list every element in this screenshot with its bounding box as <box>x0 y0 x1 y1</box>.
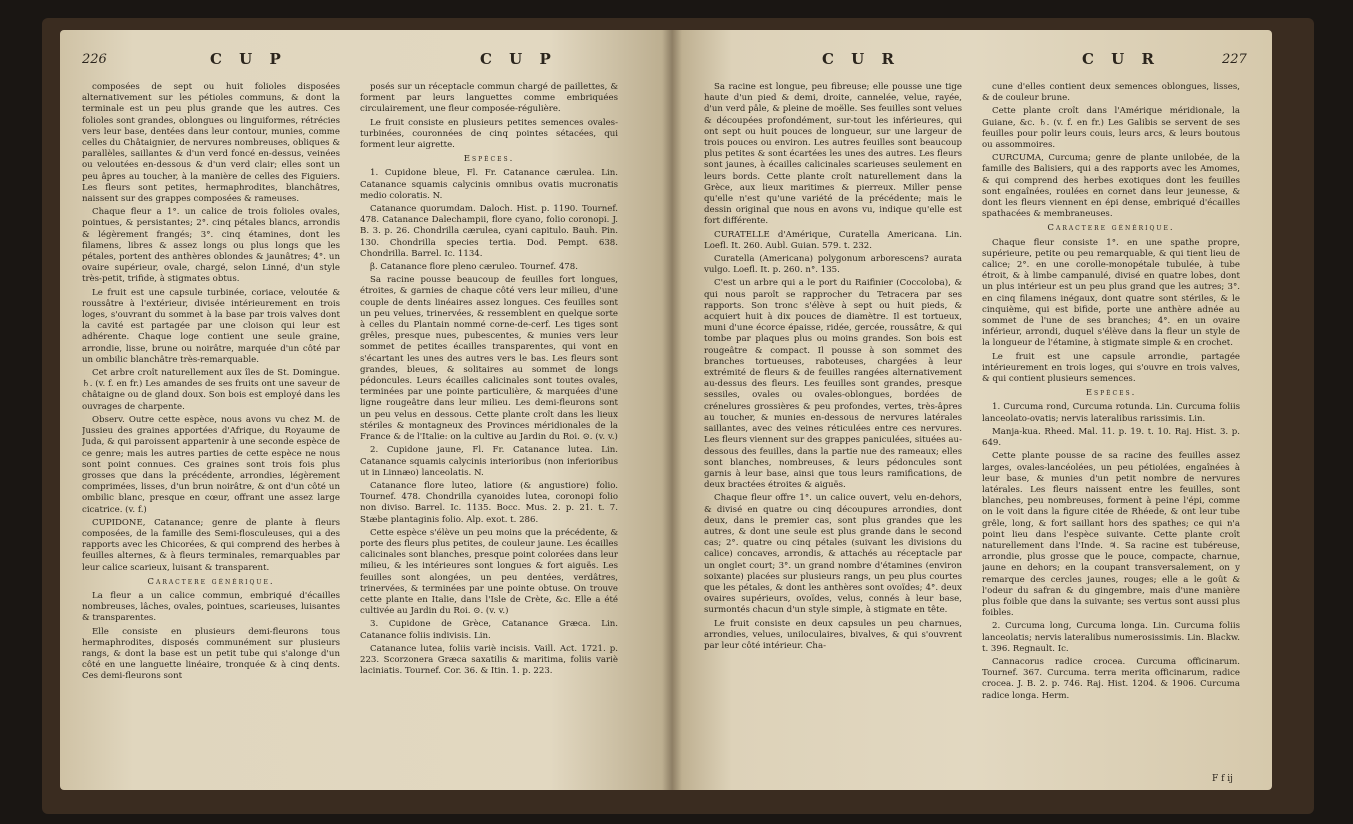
running-head-right-b: C U R <box>1082 50 1160 68</box>
paragraph: 3. Cupidone de Grèce, Catanance Græca. Lin. Catanance foliis indivisis. Lin. <box>360 619 618 641</box>
section-caption: Caractere générique. <box>147 576 275 587</box>
section-caption: Espèces. <box>463 154 515 165</box>
paragraph: β. Catanance flore pleno cæruleo. Tournef. 478. <box>370 262 578 273</box>
paragraph: Cette plante croît dans l'Amérique méridionale, la Guiane, &c. ♄. (v. f. en fr.) Les Galibis se servent de ses feuilles pour polir leurs couis, leurs arcs, & leurs boutous ou assommoires. <box>982 106 1240 151</box>
paragraph: La fleur a un calice commun, embriqué d'écailles nombreuses, lâches, ovales, pointues, scarieuses, luisantes & transparentes. <box>82 590 340 624</box>
running-head-left-b: C U P <box>480 50 557 68</box>
signature-mark: F f ij <box>1212 774 1233 784</box>
paragraph: Sa racine pousse beaucoup de feuilles fort longues, étroites, & garnies de chaque côté vers leur milieu, d'une couple de dents linéaires assez longues. Ces feuilles sont un peu velues, trinervées, & ressemblent en quelque sorte à celles du Plantain nommé corne-de-cerf. Les tiges sont grêles, presque nues, pubescentes, & munies vers leur sommet de petites écailles transparentes, qui vont en s'écartant les unes des autres vers le bas. Les fleurs sont grandes, bleues, & solitaires au sommet de longs pédoncules. Leurs écailles calicinales sont toutes ovales, terminées par une pointe particulière, & marquées d'une ligne rougeâtre dans leur milieu. Les demi-fleurons sont un peu velus en dessous. Cette plante croît dans les lieux stériles & montagneux des Provinces méridionales de la France & de l'Italie: on la cultive au Jardin du Roi. ⊙. (v. v.) <box>360 275 618 443</box>
right-column-1 <box>704 82 962 772</box>
left-page <box>60 30 672 790</box>
page-number-right: 227 <box>1222 52 1247 67</box>
left-column-1 <box>82 82 340 772</box>
paragraph: Elle consiste en plusieurs demi-fleurons tous hermaphrodites, disposés communément sur plusieurs rangs, & dont la base est un petit tube qui s'alonge d'un côté en une languette linéaire, tronquée & à cinq dents. Ces demi-fleurons sont <box>82 626 340 682</box>
paragraph: Manja-kua. Rheed. Mal. 11. p. 19. t. 10. Raj. Hist. 3. p. 649. <box>982 426 1240 449</box>
paragraph: 1. Cupidone bleue, Fl. Fr. Catanance cærulea. Lin. Catanance squamis calycinis omnibus ovatis mucronatis medio coloratis. N. <box>360 168 618 201</box>
paragraph: 2. Cupidone jaune, Fl. Fr. Catanance lutea. Lin. Catanance squamis calycinis interioribus (non inferioribus ut in Linnæo) lanceolatis. N. <box>360 445 618 478</box>
paragraph: Catanance quorumdam. Daloch. Hist. p. 1190. Tournef. 478. Catanance Dalechampii, flore cyano, folio coronopi. J. B. 3. p. 26. Chondrilla cærulea, cyani capitulo. Bauh. Pin. 130. Chondrilla species tertia. Dod. Pempt. 638. Chondrilla. Barrel. Ic. 1134. <box>360 204 618 259</box>
paragraph: Observ. Outre cette espèce, nous avons vu chez M. de Jussieu des graines apportées d'Afrique, du Royaume de Juda, & qui paroissent appartenir à une seconde espèce de ce genre; mais les autres parties de cette espèce ne nous sont point connues. Ces graines sont trois fois plus grosses que dans la précédente, arrondies, légèrement comprimées, lisses, d'un brun noirâtre, & ont d'un côté un ombilic blanc, presque en cœur, offrant une assez large cicatrice. (v. f.) <box>82 414 340 515</box>
left-column-2 <box>360 82 618 772</box>
paragraph: CURCUMA, Curcuma; genre de plante unilobée, de la famille des Balisiers, qui a des rapports avec les Amomes, & qui comprend des herbes exotiques dont les feuilles sont engaînées, roulées en cornet dans leur jeunesse, & dont les fleurs viennent en épi dense, embriqué d'écailles spathacées & membraneuses. <box>982 153 1240 220</box>
book-gutter <box>662 30 682 790</box>
paragraph: Cannacorus radice crocea. Curcuma officinarum. Tournef. 367. Curcuma. terra merita officinarum, radice crocea. J. B. 2. p. 746. Raj. Hist. 1204. & 1906. Curcuma radice longa. Herm. <box>982 656 1240 701</box>
right-column-2 <box>982 82 1240 772</box>
paragraph: Cette plante pousse de sa racine des feuilles assez larges, ovales-lancéolées, un peu pétiolées, engaînées à leur base, & munies d'un petit nombre de nervures latérales. Les fleurs naissent entre les feuilles, sont blanches, peu nombreuses, forment à peine l'épi, comme on le voit dans la figure citée de Rhéede, & ont leur tube grêle, long, & fort saillant hors des spathes; ce qui n'a point lieu dans l'espèce suivante. Cette plante croît naturellement dans l'Inde. ♃. Sa racine est tubéreuse, arrondie, plus grosse que le pouce, compacte, charnue, jaune en dehors; en la coupant transversalement, on y remarque des cercles jaunes, rouges; elle a le goût & l'odeur du safran & du gingembre, mais d'une manière plus foible que dans la suivante; ses vertus sont aussi plus foibles. <box>982 451 1240 619</box>
paragraph: Le fruit consiste en plusieurs petites semences ovales-turbinées, couronnées de cinq pointes sétacées, qui forment leur aigrette. <box>360 117 618 151</box>
paragraph: Cette espèce s'élève un peu moins que la précédente, & porte des fleurs plus petites, de couleur jaune. Les écailles calicinales sont blanches, presque point colorées dans leur milieu, & les intérieures sont longues & fort aiguës. Les feuilles sont alongées, un peu dentées, verdâtres, trinervées, & terminées par une pointe obtuse. On trouve cette plante en Italie, dans l'Isle de Crète, &c. Elle a été cultivée au Jardin du Roi. ⊙. (v. v.) <box>360 527 618 617</box>
paragraph: Cet arbre croît naturellement aux îles de St. Domingue. ♄. (v. f. en fr.) Les amandes de ses fruits ont une saveur de châtaigne ou de gland doux. Son bois est employé dans les ouvrages de charpente. <box>82 368 340 412</box>
paragraph: Catanance flore luteo, latiore (& angustiore) folio. Tournef. 478. Chondrilla cyanoides lutea, coronopi folio non diviso. Barrel. Ic. 1135. Bocc. Mus. 2. p. 21. t. 7. Stæbe plantaginis folio. Alp. exot. t. 286. <box>360 480 618 525</box>
paragraph: Chaque fleur offre 1°. un calice ouvert, velu en-dehors, & divisé en quatre ou cinq découpures arrondies, dont deux, dans le premier cas, sont plus grandes que les autres, & dont une seule est plus grande dans le second cas; 2°. quatre ou cinq pétales (suivant les divisions du calice) concaves, arrondis, & attachés au réceptacle par un onglet court; 3°. un grand nombre d'étamines (environ soixante) placées sur plusieurs rangs, un peu plus courtes que les pétales, & dont les anthères sont ovoïdes; 4°. deux ovaires supérieurs, ovoïdes, velus, connés à leur base, surmontés chacun d'un style simple, à stigmate en tête. <box>704 493 962 616</box>
running-head-right-a: C U R <box>822 50 900 68</box>
paragraph: 2. Curcuma long, Curcuma longa. Lin. Curcuma foliis lanceolatis; nervis lateralibus numerosissimis. Lin. Blackw. t. 396. Regnault. Ic. <box>982 621 1240 654</box>
paragraph: Chaque fleur consiste 1°. en une spathe propre, supérieure, petite ou peu remarquable, & qui tient lieu de calice; 2°. en une corolle-monopétale tubulée, à tube étroit, & à limbe campanulé, divisé en quatre lobes, dont un plus intérieur est un peu plus grand que les autres; 3°. en cinq filamens inégaux, dont quatre sont stériles, & le cinquième, qui est bifide, porte une anthère adnée au sommet de l'une de ses branches; 4°. en un ovaire inférieur, arrondi, duquel s'élève dans la fleur un style de la longueur de l'étamine, à stigmate simple & en crochet. <box>982 237 1240 349</box>
paragraph: cune d'elles contient deux semences oblongues, lisses, & de couleur brune. <box>982 82 1240 104</box>
right-page <box>672 30 1272 790</box>
paragraph: posés sur un réceptacle commun chargé de paillettes, & forment par leurs languettes comme embriquées circulairement, une fleur composée-régulière. <box>360 82 618 115</box>
paragraph: Le fruit est une capsule arrondie, partagée intérieurement en trois loges, qui s'ouvre en trois valves, & qui contient plusieurs semences. <box>982 351 1240 385</box>
paragraph: Le fruit est une capsule turbinée, coriace, veloutée & roussâtre à l'extérieur, divisée intérieurement en trois loges, s'ouvrant du sommet à la base par trois valves dont la cavité est partagée par une cloison qui leur est adhérente. Chaque loge contient une seule graine, arrondie, lisse, brune ou noirâtre, marquée d'un côté par un ombilic blanchâtre très-remarquable. <box>82 287 340 365</box>
section-caption: Espèces. <box>1085 388 1137 399</box>
paragraph: Sa racine est longue, peu fibreuse; elle pousse une tige haute d'un pied & demi, droite, cannelée, velue, rayée, d'un verd pâle, & pleine de moëlle. Ses feuilles sont velues & découpées profondément, sur-tout les inférieures, qui ont sept ou huit pouces de longueur, sur une largeur de trois pouces ou environ. Les autres feuilles sont beaucoup plus petites & sont écartées les unes des autres. Les fleurs sont jaunes, à écailles calicinales scarieuses seulement en leurs bords. Cette plante croît naturellement dans la Grèce, aux lieux maritimes & pierreux. Miller pense qu'elle n'est qu'une variété de la précédente; mais le dessin original que nous en avons vu, indique qu'elle est fort différente. <box>704 82 962 227</box>
paragraph: CUPIDONE, Catanance; genre de plante à fleurs composées, de la famille des Semi-flosculeuses, qui a des rapports avec les Chicorées, & qui comprend des herbes à feuilles alternes, & à fleurs terminales, remarquables par leur calice scarieux, luisant & transparent. <box>82 517 340 573</box>
paragraph: Catanance lutea, foliis variè incisis. Vaill. Act. 1721. p. 223. Scorzonera Græca saxatilis & maritima, foliis variè laciniatis. Tournef. Cor. 36. & Itin. 1. p. 223. <box>360 643 618 677</box>
section-caption: Caractere générique. <box>1047 223 1175 234</box>
paragraph: Le fruit consiste en deux capsules un peu charnues, arrondies, velues, uniloculaires, bivalves, & qui s'ouvrent par leur côté intérieur. Cha- <box>704 618 962 651</box>
paragraph: composées de sept ou huit folioles disposées alternativement sur les pétioles communs, & dont la terminale est un peu plus grande que les autres. Ces folioles sont grandes, oblongues ou linguiformes, rétrécies vers leur base, dentées dans leur contour, munies, comme celles du Châtaignier, de nervures nombreuses, obliques & parallèles, saillantes & d'un verd foncé en-dessus, veinées ou veloutées en-dessous & d'un verd clair; elles sont un peu âpres au toucher, à la manière de celles des Figuiers. Les fleurs sont petites, hermaphrodites, blanchâtres, naissent sur des grappes composées & rameuses. <box>82 82 340 205</box>
paragraph: Curatella (Americana) polygonum arborescens? aurata vulgo. Loefl. It. p. 260. n°. 135. <box>704 254 962 276</box>
paragraph: CURATELLE d'Amérique, Curatella Americana. Lin. Loefl. It. 260. Aubl. Guian. 579. t. 232. <box>704 229 962 251</box>
paragraph: 1. Curcuma rond, Curcuma rotunda. Lin. Curcuma foliis lanceolato-ovatis; nervis lateralibus rarissimis. Lin. <box>982 402 1240 424</box>
paragraph: Chaque fleur a 1°. un calice de trois folioles ovales, pointues, & persistantes; 2°. cinq pétales blancs, arrondis & légèrement frangés; 3°. cinq étamines, dont les filamens, libres & assez longs ou plus longs que les pétales, portent des anthères oblondes & jaunâtres; 4°. un ovaire supérieur, ovale, chargé, selon Linné, d'un style très-petit, trifide, à stigmates obtus. <box>82 207 340 285</box>
running-head-left-a: C U P <box>210 50 287 68</box>
paragraph: C'est un arbre qui a le port du Raifinier (Coccoloba), & qui nous paroît se rapprocher du Tetracera par ses rapports. Son tronc s'élève à sept ou huit pieds, & acquiert huit à dix pouces de diamètre. Il est tortueux, muni d'une écorce épaisse, ridée, gercée, roussâtre, & qui tombe par plaques plus ou moins grandes. Son bois est rougeâtre & compact. Il pousse à son sommet des branches tortueuses, raboteuses, chargées à leur extrémité de fleurs & de feuilles rangées alternativement au-dessus des fleurs. Les feuilles sont grandes, presque sessiles, ovales ou ovales-oblongues, bordées de crénelures grossières & peu profondes, vertes, très-âpres au toucher, & munies en-dessous de nervures latérales saillantes, avec des veines réticulées entre ces nervures. Les fleurs viennent sur des grappes paniculées, situées au-dessous des feuilles, dans la partie nue des rameaux; elles sont blanches, nombreuses, & leurs pédoncules sont garnis à leur base, ainsi que tous leurs ramifications, de deux bractées étroites & aiguës. <box>704 278 962 491</box>
page-number-left: 226 <box>82 52 107 67</box>
